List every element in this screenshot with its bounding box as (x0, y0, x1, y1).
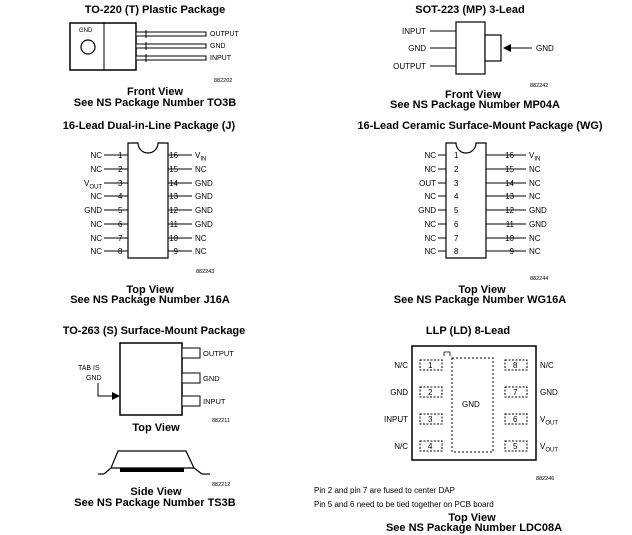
llp8-pin2-num: 2 (428, 388, 433, 397)
dip16-pin6-num: 6 (118, 220, 123, 229)
wg16-pin10-label: NC (529, 234, 541, 243)
wg16-pin16-num: 16 (505, 151, 514, 160)
wg16-pin15-num: 15 (505, 165, 514, 174)
dip16-pin15-label: NC (195, 165, 207, 174)
dip16-pin1-label: NC (90, 151, 102, 160)
to220-title: TO-220 (T) Plastic Package (84, 4, 226, 16)
to263-pin-input: INPUT (203, 397, 226, 406)
dip16-package-ref: See NS Package Number J16A (70, 294, 230, 306)
wg16-pin6-label: NC (424, 220, 436, 229)
to263-side-figure-code: 882212 (212, 482, 231, 488)
wg16-pin3-num: 3 (454, 179, 459, 188)
to263-title: TO-263 (S) Surface-Mount Package (62, 325, 246, 337)
dip16-pin2-num: 2 (118, 165, 123, 174)
wg16-pin15-label: NC (529, 165, 541, 174)
dip16-pin16-label: $V_{IN}$ (195, 151, 207, 163)
llp8-center-pad-label: GND (462, 400, 480, 409)
wg16-pin10-num: 10 (505, 234, 514, 243)
llp8-pin6-num: 6 (513, 415, 518, 424)
to220-pin-output: OUTPUT (210, 31, 239, 38)
wg16-pin8-label: NC (424, 247, 436, 256)
wg16-pin11-num: 11 (505, 220, 514, 229)
wg16-pin9-num: 9 (509, 247, 514, 256)
wg16-package-ref: See NS Package Number WG16A (393, 294, 567, 306)
dip16-pin15-num: 15 (169, 165, 178, 174)
dip16-pin8-label: NC (90, 247, 102, 256)
dip16-pin5-label: GND (84, 206, 102, 215)
to263-view-label: Top View (132, 422, 180, 434)
wg16-pin16-sub: IN (534, 156, 541, 163)
dip16-figure-code: 882243 (196, 269, 215, 275)
dip16-pin12-num: 12 (169, 206, 178, 215)
to220-pin-input: INPUT (210, 55, 231, 62)
to220-figure-code: 882202 (214, 78, 233, 84)
dip16-pin8-num: 8 (118, 247, 123, 256)
dip16-pin4-label: NC (90, 192, 102, 201)
llp8-title: LLP (LD) 8-Lead (425, 325, 511, 337)
llp8-pin2-label: GND (390, 388, 408, 397)
wg16-figure-code: 882244 (530, 276, 549, 282)
to263-tab-note-line2: GND (86, 375, 102, 382)
wg16-pin5-num: 5 (454, 206, 459, 215)
llp8-pin1-label: N/C (394, 361, 408, 370)
dip16-pin16-sub: IN (200, 156, 207, 163)
llp8-pin6-label: $V_{OUT}$ (540, 415, 559, 427)
dip16-pin13-num: 13 (169, 192, 178, 201)
llp8-pin4-num: 4 (428, 442, 433, 451)
wg16-pin4-num: 4 (454, 192, 459, 201)
llp8-pin5-sub: OUT (545, 447, 559, 454)
dip16-pin2-label: NC (90, 165, 102, 174)
wg16-pin9-label: NC (529, 247, 541, 256)
llp8-view-label: Top View (448, 512, 496, 524)
llp8-pin7-label: GND (540, 388, 558, 397)
llp8-figure-code: 882246 (536, 476, 555, 482)
dip16-pin5-num: 5 (118, 206, 123, 215)
dip16-pin7-label: NC (90, 234, 102, 243)
to220-package-ref: See NS Package Number TO3B (73, 97, 237, 109)
dip16-pin14-label: GND (195, 179, 213, 188)
sot223-pin-output: OUTPUT (393, 62, 426, 71)
wg16-pin6-num: 6 (454, 220, 459, 229)
to220-tab-label: GND (79, 28, 93, 34)
dip16-pin12-label: GND (195, 206, 213, 215)
dip16-pin6-label: NC (90, 220, 102, 229)
dip16-pin9-label: NC (195, 247, 207, 256)
llp8-pin3-num: 3 (428, 415, 433, 424)
wg16-pin13-label: NC (529, 192, 541, 201)
to263-pin-output: OUTPUT (203, 349, 234, 358)
llp8-pin3-label: INPUT (384, 415, 408, 424)
sot223-view-label: Front View (444, 89, 502, 101)
llp8-pin8-num: 8 (513, 361, 518, 370)
wg16-pin7-label: NC (424, 234, 436, 243)
llp8-pin1-num: 1 (428, 361, 433, 370)
to220-pin-gnd: GND (210, 43, 226, 50)
wg16-title: 16-Lead Ceramic Surface-Mount Package (WG) (357, 120, 603, 132)
sot223-figure-code: 882242 (530, 83, 549, 89)
dip16-pin7-num: 7 (118, 234, 123, 243)
wg16-view-label: Top View (458, 284, 506, 296)
dip16-pin11-num: 11 (169, 220, 178, 229)
to263-pin-gnd: GND (203, 374, 220, 383)
wg16-pin1-label: NC (424, 151, 436, 160)
dip16-pin16-num: 16 (169, 151, 178, 160)
dip16-pin3-label: $V_{OUT}$ (83, 179, 102, 191)
wg16-pin13-num: 13 (505, 192, 514, 201)
wg16-pin7-num: 7 (454, 234, 459, 243)
to220-view-label: Front View (126, 86, 184, 98)
sot223-pin-gnd: GND (408, 44, 426, 53)
wg16-pin4-label: NC (424, 192, 436, 201)
sot223-tab-gnd: GND (536, 44, 554, 53)
wg16-pin3-label: OUT (419, 179, 436, 188)
dip16-pin14-num: 14 (169, 179, 178, 188)
sot223-pin-input: INPUT (402, 27, 426, 36)
wg16-pin12-label: GND (529, 206, 547, 215)
dip16-pin1-num: 1 (118, 151, 123, 160)
llp8-pin8-label: N/C (540, 361, 554, 370)
llp8-pin5-num: 5 (513, 442, 518, 451)
wg16-pin5-label: GND (418, 206, 436, 215)
to263-tab-note-line1: TAB IS (78, 365, 100, 372)
llp8-package-ref: See NS Package Number LDC08A (385, 522, 563, 534)
dip16-pin4-num: 4 (118, 192, 123, 201)
wg16-pin14-num: 14 (505, 179, 514, 188)
llp8-pin7-num: 7 (513, 388, 518, 397)
dip16-view-label: Top View (126, 284, 174, 296)
to263-package-ref: See NS Package Number TS3B (74, 497, 236, 509)
wg16-pin2-label: NC (424, 165, 436, 174)
llp8-pin6-sub: OUT (545, 420, 559, 427)
dip16-pin3-sub: OUT (89, 184, 102, 191)
wg16-pin14-label: NC (529, 179, 541, 188)
llp8-pin5-label: $V_{OUT}$ (540, 442, 559, 454)
wg16-pin8-num: 8 (454, 247, 459, 256)
wg16-pin12-num: 12 (505, 206, 514, 215)
dip16-pin9-num: 9 (173, 247, 178, 256)
sot223-title: SOT-223 (MP) 3-Lead (415, 4, 525, 16)
wg16-pin11-label: GND (529, 220, 547, 229)
wg16-pin16-label: $V_{IN}$ (529, 151, 541, 163)
llp8-note-1: Pin 2 and pin 7 are fused to center DAP (314, 486, 455, 495)
to263-side-view-label: Side View (130, 486, 182, 498)
sot223-package-ref: See NS Package Number MP04A (390, 99, 560, 111)
dip16-pin13-label: GND (195, 192, 213, 201)
dip16-pin11-label: GND (195, 220, 213, 229)
dip16-pin10-num: 10 (169, 234, 178, 243)
wg16-pin1-num: 1 (454, 151, 459, 160)
llp8-pin4-label: N/C (394, 442, 408, 451)
llp8-note-2: Pin 5 and 6 need to be tied together on PCB board (314, 500, 494, 509)
wg16-pin2-num: 2 (454, 165, 459, 174)
to263-figure-code: 882211 (212, 418, 230, 424)
dip16-pin3-num: 3 (118, 179, 123, 188)
dip16-pin10-label: NC (195, 234, 207, 243)
dip16-title: 16-Lead Dual-in-Line Package (J) (62, 120, 236, 132)
